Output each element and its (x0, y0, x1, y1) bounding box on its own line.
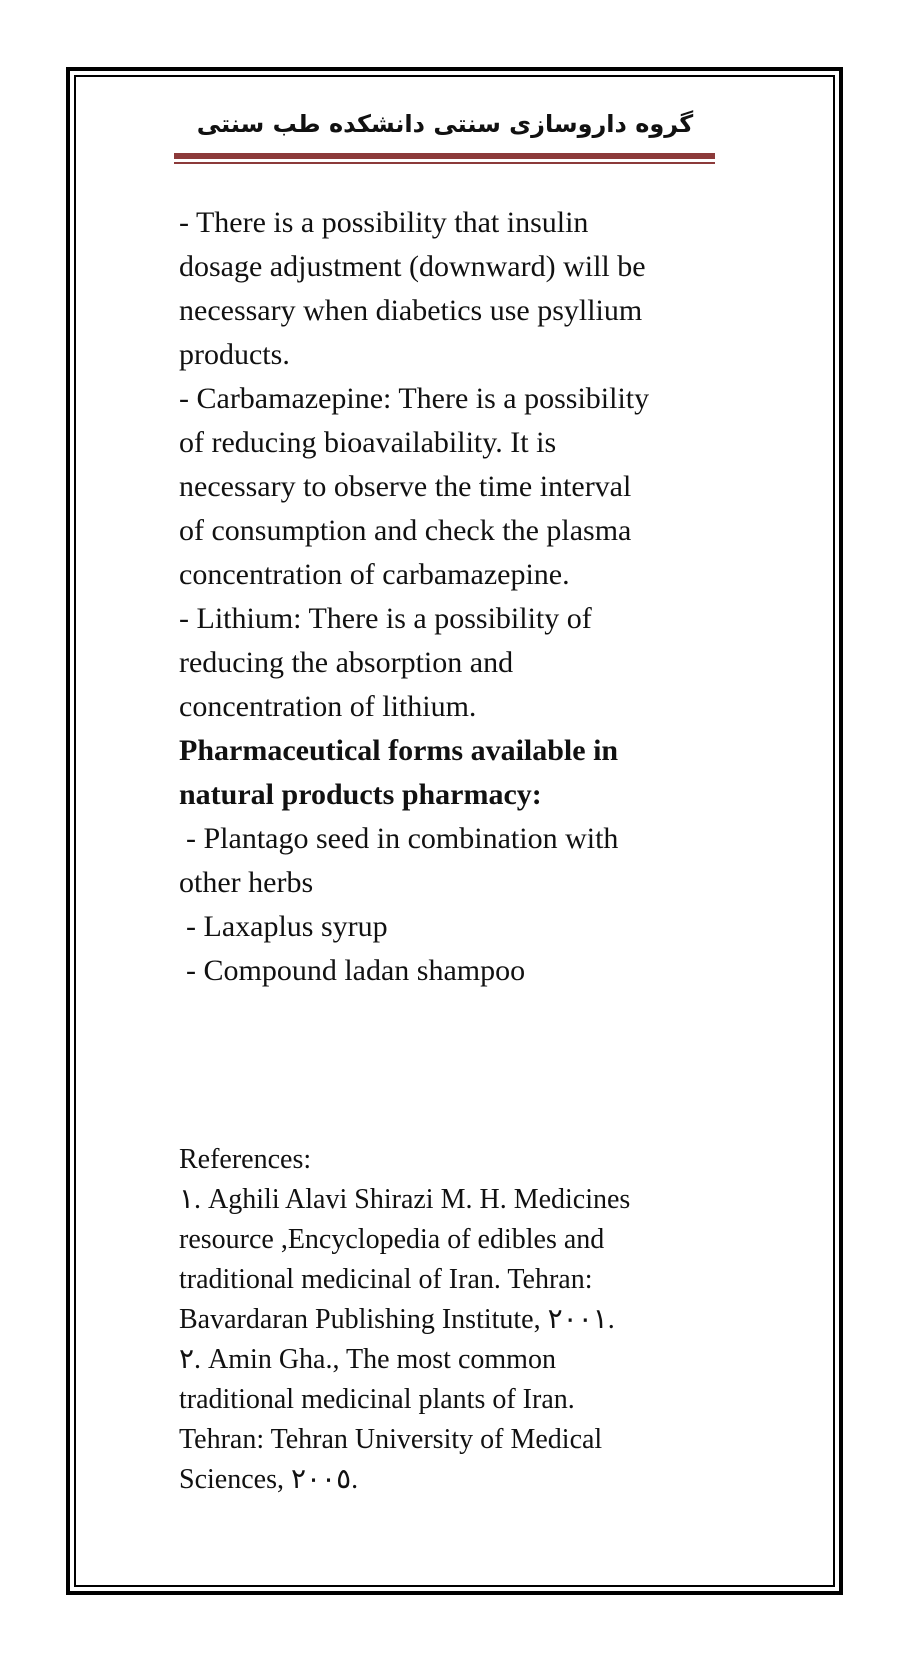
body-line: necessary to observe the time interval (179, 470, 632, 503)
reference-line: Tehran: Tehran University of Medical (179, 1424, 603, 1455)
body-line: - Lithium: There is a possibility of (179, 602, 592, 635)
forms-heading: Pharmaceutical forms available in (179, 734, 619, 767)
header-divider-thin (174, 162, 715, 164)
reference-line: traditional medicinal plants of Iran. (179, 1384, 575, 1415)
header-divider (174, 153, 715, 159)
reference-line: ١. Aghili Alavi Shirazi M. H. Medicines (179, 1184, 631, 1215)
references-label: References: (179, 1144, 312, 1175)
forms-item: - Laxaplus syrup (186, 910, 388, 943)
forms-item: - Plantago seed in combination with (186, 822, 619, 855)
forms-item-continued: other herbs (179, 866, 314, 899)
body-line: of reducing bioavailability. It is (179, 426, 557, 459)
body-line: - Carbamazepine: There is a possibility (179, 382, 650, 415)
reference-line: traditional medicinal of Iran. Tehran: (179, 1264, 593, 1295)
body-line: concentration of lithium. (179, 690, 477, 723)
forms-item: - Compound ladan shampoo (186, 954, 526, 987)
body-line: - There is a possibility that insulin (179, 206, 589, 239)
body-line: dosage adjustment (downward) will be (179, 250, 646, 283)
reference-line: Bavardaran Publishing Institute, ٢٠٠١. (179, 1304, 615, 1335)
reference-line: resource ,Encyclopedia of edibles and (179, 1224, 605, 1255)
reference-line: Sciences, ٢٠٠٥. (179, 1464, 359, 1495)
body-line: reducing the absorption and (179, 646, 514, 679)
body-line: of consumption and check the plasma (179, 514, 632, 547)
body-line: necessary when diabetics use psyllium (179, 294, 643, 327)
references-section (179, 1140, 724, 1500)
main-content (179, 201, 724, 993)
body-line: concentration of carbamazepine. (179, 558, 570, 591)
forms-heading: natural products pharmacy: (179, 778, 542, 811)
reference-line: ٢. Amin Gha., The most common (179, 1344, 556, 1375)
page-header-title: گروه داروسازی سنتی دانشکده طب سنتی (196, 110, 694, 138)
body-line: products. (179, 338, 290, 371)
